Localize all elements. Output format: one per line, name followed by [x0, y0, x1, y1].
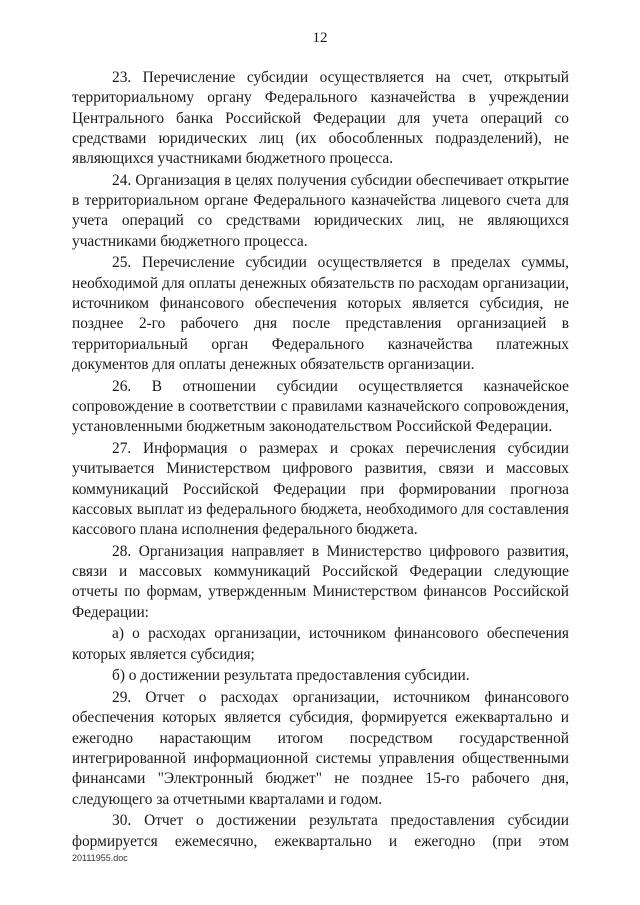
file-name-footer: 20111955.doc — [72, 853, 128, 863]
paragraph-28: 28. Организация направляет в Министерство цифрового развития, связи и массовых коммуникаций Российской Федерации следующие отчеты по формам, утвержденным Министерством финансов Российской Федерации: — [72, 542, 569, 621]
paragraph-30: 30. Отчет о достижении результата предоставления субсидии формируется ежемесячно, ежеквартально и ежегодно (при этом — [72, 812, 569, 850]
paragraph-25: 25. Перечисление субсидии осуществляется в пределах суммы, необходимой для оплаты денежных обязательств по расходам организации, источником финансового обеспечения которых является субсидия, не позднее 2-го рабочего дня после представления организацией в территориальный орган Федерального казначейства платежных документов для оплаты денежных обязательств организации. — [72, 254, 569, 373]
paragraph-28a: а) о расходах организации, источником финансового обеспечения которых является субсидия; — [72, 625, 569, 663]
paragraph-24: 24. Организация в целях получения субсидии обеспечивает открытие в территориальном органе Федерального казначейства лицевого счета для учета операций со средствами юридических лиц, не являющихся участниками бюджетного процесса. — [72, 171, 569, 250]
paragraph-23: 23. Перечисление субсидии осуществляется на счет, открытый территориальному органу Федерального казначейства в учреждении Центрального банка Российской Федерации для учета операций со средствами юридических лиц (их обособленных подразделений), не являющихся участниками бюджетного процесса. — [72, 69, 569, 168]
page-number: 12 — [312, 30, 328, 46]
paragraph-27: 27. Информация о размерах и сроках перечисления субсидии учитывается Министерством цифрового развития, связи и массовых коммуникаций Российской Федерации при формировании прогноза кассовых выплат из федерального бюджета, необходимого для составления кассового плана исполнения федерального бюджета. — [72, 439, 569, 539]
paragraph-28b: б) о достижении результата предоставления субсидии. — [112, 667, 470, 685]
paragraph-29: 29. Отчет о расходах организации, источником финансового обеспечения которых является субсидия, формируется ежеквартально и ежегодно нарастающим итогом посредством государственной интегрированной информационной системы управления общественными финансами "Электронный бюджет" не позднее 15-го рабочего дня, следующего за отчетными кварталами и годом. — [72, 689, 569, 808]
paragraph-26: 26. В отношении субсидии осуществляется казначейское сопровождение в соответствии с правилами казначейского сопровождения, установленными бюджетным законодательством Российской Федерации. — [72, 377, 569, 436]
document-body — [72, 68, 569, 853]
